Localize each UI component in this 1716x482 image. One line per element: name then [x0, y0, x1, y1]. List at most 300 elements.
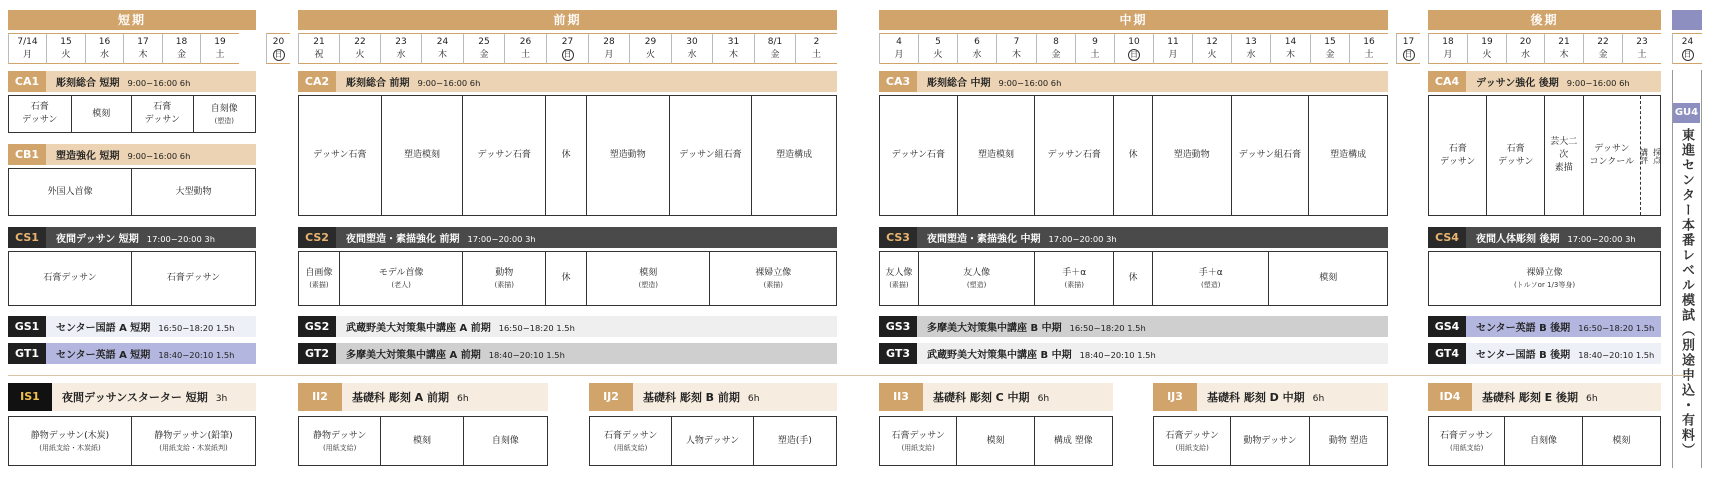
- course-header-gs4: [1428, 316, 1661, 337]
- weekday-label: 月: [894, 50, 904, 60]
- course-title-text: 夜間人体彫刻 後期: [1476, 234, 1560, 245]
- course-title: [46, 230, 215, 245]
- schedule-cell: [957, 417, 1034, 465]
- course-cells-ca3: [879, 95, 1388, 216]
- course-title-text: 多摩美大対策集中講座 B 中期: [927, 323, 1062, 334]
- date-cell: [1396, 33, 1420, 64]
- weekday-label: 火: [355, 50, 365, 60]
- date-cell: [588, 33, 629, 64]
- cell-note: (用紙支給): [901, 443, 935, 452]
- weekday-label: 土: [520, 50, 530, 60]
- weekday-label: 金: [176, 50, 186, 60]
- schedule-cell: [590, 417, 672, 465]
- course-cells-cs2: [298, 251, 837, 306]
- date-number: 21: [1558, 37, 1570, 47]
- schedule-cell: [1035, 96, 1114, 215]
- cell-note: (素描): [309, 281, 329, 289]
- date-cell: [1192, 33, 1231, 64]
- course-title-text: センター英語 B 後期: [1476, 323, 1571, 334]
- schedule-cell: [672, 417, 753, 465]
- course-title: [923, 389, 1049, 405]
- course-time: 6h: [1037, 393, 1050, 404]
- date-number: 10: [1128, 37, 1140, 47]
- cell-text: 素描: [1554, 163, 1573, 173]
- date-cell: [339, 33, 380, 64]
- date-cell: [1036, 33, 1075, 64]
- date-number: 16: [98, 37, 111, 47]
- schedule-cell: [754, 417, 836, 465]
- cell-text: モデル首像: [378, 268, 424, 278]
- course-cells-cs4: [1428, 251, 1661, 306]
- weekday-label: 祝: [314, 50, 324, 60]
- schedule-cell: [132, 252, 255, 305]
- gu-period-bar: [1672, 10, 1702, 30]
- section-divider: [8, 375, 1690, 376]
- course-title-text: 基礎科 彫刻 B 前期: [643, 391, 740, 404]
- course-code: GT4: [1428, 343, 1466, 364]
- course-header-cs2: [298, 227, 837, 248]
- course-title: [46, 74, 190, 89]
- schedule-cell: [1154, 417, 1231, 465]
- date-number: 28: [603, 37, 615, 47]
- course-header-ii3: [879, 383, 1113, 411]
- date-cell: [200, 33, 239, 64]
- cell-text: 大型動物: [175, 186, 212, 197]
- date-cell: [996, 33, 1036, 64]
- schedule-cell: [1310, 417, 1387, 465]
- course-title: [1466, 346, 1654, 361]
- course-title-text: 武蔵野美大対策集中講座 A 前期: [346, 323, 491, 334]
- course-header-gt2: [298, 343, 837, 364]
- cell-note: (トルソor 1/3等身): [1513, 281, 1576, 289]
- course-title: [46, 147, 190, 162]
- course-title-text: 彫刻総合 中期: [927, 78, 991, 89]
- schedule-cell: [1269, 252, 1387, 305]
- date-number: 2: [813, 37, 820, 47]
- course-code: GT3: [879, 343, 917, 364]
- course-cells-cb1: [8, 168, 256, 216]
- course-title: [917, 319, 1146, 334]
- course-time: 9:00−16:00 6h: [127, 78, 191, 88]
- date-number: 19: [214, 37, 226, 47]
- cell-text: 採点: [1652, 147, 1662, 164]
- course-cells-cs3: [879, 251, 1388, 306]
- schedule-cell: [1231, 417, 1309, 465]
- date-cell: [671, 33, 712, 64]
- cell-text: 石膏デッサン: [891, 430, 945, 441]
- gu4-code: GU4: [1673, 103, 1700, 123]
- cell-note: (塑造): [1200, 281, 1221, 289]
- cell-note: (用紙支給): [1175, 443, 1209, 452]
- weekday-label: 木: [138, 50, 148, 60]
- cell-note: (塑造): [638, 281, 658, 289]
- course-cells-ii3: [879, 416, 1113, 466]
- course-cells-is1: [8, 416, 256, 466]
- cell-text: 友人像: [885, 268, 913, 278]
- course-time: 6h: [1312, 393, 1325, 404]
- cell-text: 講評: [1639, 147, 1649, 164]
- course-title-text: デッサン強化 後期: [1476, 78, 1559, 89]
- cell-text: 友人像: [963, 268, 991, 278]
- course-title-text: 夜間塑造・素描強化 前期: [346, 234, 460, 245]
- date-cell: [8, 33, 46, 64]
- schedule-cell: [1232, 96, 1310, 215]
- cell-text: 塑造構成: [776, 150, 813, 160]
- weekday-label: 日: [1683, 50, 1692, 59]
- weekday-label: 金: [479, 50, 489, 60]
- course-title-text: 夜間デッサンスターター 短期: [62, 391, 208, 404]
- course-title-text: 夜間塑造・素描強化 中期: [927, 234, 1041, 245]
- period-bar: 後期: [1428, 10, 1661, 30]
- course-cells-cs1: [8, 251, 256, 306]
- cell-text: 塑造構成: [1330, 150, 1367, 160]
- course-title: [46, 346, 234, 361]
- course-title-text: 彫刻総合 短期: [56, 78, 120, 89]
- course-cells-ca4: [1428, 95, 1661, 216]
- cell-text: デッサン石膏: [891, 150, 946, 160]
- date-number: 18: [175, 37, 188, 47]
- course-cells-id4: [1428, 416, 1661, 466]
- schedule-cell: [670, 96, 753, 215]
- cell-text: デッサン石膏: [1047, 150, 1101, 160]
- date-cell: [1270, 33, 1310, 64]
- course-time: 6h: [747, 393, 760, 404]
- course-code: CA2: [298, 71, 336, 92]
- course-title: [633, 389, 760, 405]
- course-header-is1: [8, 383, 256, 411]
- course-time: 18:40−20:10 1.5h: [1079, 350, 1156, 360]
- schedule-cell: [710, 252, 836, 305]
- cell-text: 模刻: [639, 268, 658, 278]
- cell-text: 手＋α: [1062, 268, 1087, 278]
- date-number: 5: [935, 37, 941, 47]
- course-cells-ca2: [298, 95, 837, 216]
- date-cell: [918, 33, 957, 64]
- course-time: 6h: [1586, 393, 1598, 404]
- course-title-text: 基礎科 彫刻 A 前期: [352, 391, 450, 404]
- date-number: 18: [1442, 37, 1454, 47]
- course-cells-ca1: [8, 95, 256, 133]
- date-number: 17: [1402, 37, 1415, 47]
- date-number: 7: [1013, 37, 1020, 47]
- course-time: 9:00−16:00 6h: [127, 151, 191, 161]
- cell-note: (老人): [391, 281, 411, 289]
- course-header-gs2: [298, 316, 837, 337]
- schedule-cell: [132, 169, 255, 215]
- date-cell: [1583, 33, 1622, 64]
- schedule-cell: [72, 96, 133, 132]
- date-cell: [1310, 33, 1349, 64]
- cell-text: デッサン石膏: [313, 150, 367, 160]
- course-header-ca4: [1428, 71, 1661, 92]
- course-cells-ij3: [1153, 416, 1388, 466]
- cell-text: 休: [561, 273, 571, 283]
- course-header-gs1: [8, 316, 256, 337]
- schedule-cell: [1429, 96, 1487, 215]
- date-number: 23: [395, 37, 407, 47]
- course-time: 16:50−18:20 1.5h: [498, 323, 575, 333]
- cell-text: 自刻像: [491, 435, 519, 446]
- course-title: [46, 319, 234, 334]
- cell-text: 模刻: [1319, 273, 1338, 283]
- schedule-cell: [464, 417, 547, 465]
- weekday-label: 日: [563, 50, 572, 59]
- schedule-cell: [1583, 417, 1660, 465]
- course-time: 17:00−20:00 3h: [146, 234, 215, 244]
- date-cell: [546, 33, 588, 64]
- course-title-text: 夜間デッサン 短期: [56, 234, 139, 245]
- cell-text: 外国人首像: [47, 186, 93, 197]
- cell-note: (素描): [763, 281, 783, 289]
- cell-text: 動物デッサン: [1243, 435, 1297, 446]
- date-cell: [46, 33, 85, 64]
- course-time: 18:40−20:10 1.5h: [158, 350, 235, 360]
- date-number: 19: [1481, 37, 1493, 47]
- course-header-cs4: [1428, 227, 1661, 248]
- course-code: GS2: [298, 316, 336, 337]
- date-number: 9: [1092, 37, 1098, 47]
- weekday-label: 火: [61, 50, 71, 60]
- course-code: IJ3: [1153, 383, 1197, 411]
- course-time: 9:00−16:00 6h: [417, 78, 481, 88]
- cell-note: (塑造): [214, 116, 234, 125]
- schedule-cell: [463, 96, 546, 215]
- weekday-label: 土: [1090, 50, 1100, 60]
- date-cell: [421, 33, 463, 64]
- weekday-label: 木: [1285, 50, 1295, 60]
- course-title: [52, 389, 227, 405]
- course-header-gt4: [1428, 343, 1661, 364]
- cell-text: 石膏: [1506, 143, 1525, 154]
- schedule-cell: [382, 96, 464, 215]
- course-code: GT2: [298, 343, 336, 364]
- course-title: [1466, 319, 1654, 334]
- cell-text: 塑造模刻: [978, 150, 1015, 160]
- date-cell: [957, 33, 996, 64]
- date-number: 26: [519, 37, 532, 47]
- weekday-label: 木: [1011, 50, 1021, 60]
- date-cell: [712, 33, 754, 64]
- weekday-label: 日: [1130, 50, 1138, 59]
- weekday-label: 火: [1482, 50, 1492, 60]
- date-cell: [1544, 33, 1583, 64]
- schedule-cell: [752, 96, 836, 215]
- date-cell: [266, 33, 290, 64]
- date-number: 22: [354, 37, 366, 47]
- course-time: 9:00−16:00 6h: [998, 78, 1062, 88]
- cell-text: 人物デッサン: [685, 435, 740, 446]
- cell-text: 石膏デッサン: [43, 273, 97, 283]
- period-bar: 短期: [8, 10, 256, 30]
- date-cell: [1153, 33, 1192, 64]
- schedule-cell: [132, 96, 194, 132]
- cell-text: 裸婦立像: [1526, 268, 1563, 278]
- date-cell: [162, 33, 200, 64]
- course-title: [342, 389, 469, 405]
- course-title: [917, 74, 1061, 89]
- schedule-cell: [299, 252, 340, 305]
- weekday-label: 木: [1559, 50, 1569, 60]
- schedule-cell: [880, 417, 957, 465]
- cell-text: 模刻: [92, 108, 111, 119]
- weekday-label: 月: [22, 50, 32, 60]
- course-title: [336, 230, 536, 245]
- date-number: 7/14: [17, 37, 38, 47]
- schedule-cell: [1309, 96, 1387, 215]
- course-title: [917, 230, 1117, 245]
- date-cell: [754, 33, 795, 64]
- weekday-label: 木: [437, 50, 447, 60]
- weekday-label: 木: [728, 50, 738, 60]
- schedule-cell: [9, 96, 72, 132]
- cell-text: 石膏: [30, 102, 49, 112]
- schedule-cell: [880, 252, 919, 305]
- cell-text: 模刻: [1612, 435, 1631, 446]
- weekday-label: 土: [215, 50, 225, 60]
- date-cell: [1467, 33, 1506, 64]
- course-title: [917, 346, 1156, 361]
- course-header-ij2: [589, 383, 837, 411]
- date-number: 4: [896, 37, 902, 47]
- schedule-cell: [1153, 96, 1232, 215]
- course-header-cb1: [8, 144, 256, 165]
- weekday-label: 水: [972, 50, 982, 60]
- course-title: [1466, 74, 1630, 89]
- schedule-cell: [1487, 96, 1544, 215]
- schedule-cell: [463, 252, 546, 305]
- cell-text: 塑造(手): [777, 435, 812, 446]
- date-cell: [1075, 33, 1114, 64]
- cell-text: 動物 塑造: [1328, 435, 1368, 446]
- schedule-cell: [340, 252, 464, 305]
- date-cell: [879, 33, 918, 64]
- cell-text: 構成 塑像: [1053, 435, 1093, 446]
- cell-text: 石膏: [153, 102, 172, 112]
- schedule-cell: [1545, 96, 1584, 215]
- weekday-label: 日: [274, 50, 283, 59]
- weekday-label: 水: [99, 50, 109, 60]
- weekday-label: 火: [645, 50, 655, 60]
- cell-text: デッサン組石膏: [1238, 150, 1302, 160]
- cell-note: (用紙支給): [613, 443, 648, 452]
- schedule-cell: [194, 96, 256, 132]
- cell-text: 石膏デッサン: [603, 430, 658, 441]
- date-number: 31: [727, 37, 740, 47]
- course-header-gs3: [879, 316, 1388, 337]
- course-code: GS3: [879, 316, 917, 337]
- date-number: 24: [1681, 37, 1694, 47]
- course-code: IJ2: [589, 383, 633, 411]
- course-time: 16:50−18:20 1.5h: [158, 323, 235, 333]
- course-code: GS4: [1428, 316, 1466, 337]
- course-time: 18:40−20:10 1.5h: [1578, 350, 1655, 360]
- course-title-text: 彫刻総合 前期: [346, 78, 410, 89]
- cell-text: 休: [561, 150, 571, 160]
- cell-note: (用紙支給・木炭紙): [39, 443, 101, 452]
- date-number: 13: [1245, 37, 1257, 47]
- course-time: 17:00−20:00 3h: [467, 234, 536, 244]
- cell-text: 自画像: [305, 268, 333, 278]
- date-cell: [123, 33, 162, 64]
- schedule-cell: [9, 169, 132, 215]
- course-time: 16:50−18:20 1.5h: [1578, 323, 1655, 333]
- date-number: 20: [272, 37, 285, 47]
- date-number: 15: [60, 37, 72, 47]
- weekday-label: 火: [933, 50, 943, 60]
- date-number: 23: [1636, 37, 1648, 47]
- cell-note: (素描): [889, 281, 909, 289]
- date-number: 20: [1519, 37, 1532, 47]
- schedule-cell: [299, 96, 382, 215]
- course-code: CS3: [879, 227, 917, 248]
- course-code: ID4: [1428, 383, 1472, 411]
- course-title-text: 多摩美大対策集中講座 A 前期: [346, 350, 481, 361]
- course-title: [336, 346, 565, 361]
- schedule-cell: [1114, 252, 1153, 305]
- cell-text: デッサン組石膏: [679, 150, 742, 160]
- cell-text: デッサン石膏: [477, 150, 531, 160]
- date-cell: [795, 33, 837, 64]
- cell-note: (素描): [1064, 281, 1084, 289]
- course-time: 18:40−20:10 1.5h: [488, 350, 565, 360]
- schedule-cell: [9, 252, 132, 305]
- course-time: 17:00−20:00 3h: [1567, 234, 1636, 244]
- course-header-ca2: [298, 71, 837, 92]
- course-title: [1197, 389, 1324, 405]
- date-number: 25: [478, 37, 490, 47]
- course-time: 17:00−20:00 3h: [1048, 234, 1117, 244]
- weekday-label: 土: [1364, 50, 1374, 60]
- course-header-id4: [1428, 383, 1661, 411]
- course-title-text: 塑造強化 短期: [56, 151, 120, 162]
- schedule-cell: [9, 417, 132, 465]
- course-code: IS1: [8, 383, 52, 411]
- weekday-label: 金: [1051, 50, 1061, 60]
- date-number: 24: [436, 37, 449, 47]
- course-code: CS2: [298, 227, 336, 248]
- course-cells-ij2: [589, 416, 837, 466]
- schedule-cell: [1035, 252, 1114, 305]
- weekday-label: 金: [1598, 50, 1608, 60]
- weekday-label: 土: [811, 50, 821, 60]
- cell-note: (用紙支給): [322, 443, 357, 452]
- cell-text: デッサン: [144, 115, 180, 125]
- course-title-text: センター国語 B 後期: [1476, 350, 1571, 361]
- course-time: 9:00−16:00 6h: [1566, 78, 1630, 88]
- period-bar: 前期: [298, 10, 837, 30]
- cell-text: 塑造動物: [609, 150, 646, 160]
- course-cells-ii2: [298, 416, 548, 466]
- course-title: [336, 74, 480, 89]
- cell-text: 石膏デッサン: [1439, 430, 1494, 441]
- period-bar: 中期: [879, 10, 1388, 30]
- date-cell: [380, 33, 421, 64]
- cell-text: 塑造模刻: [404, 150, 441, 160]
- course-code: II2: [298, 383, 342, 411]
- course-title-text: センター国語 A 短期: [56, 323, 151, 334]
- course-code: II3: [879, 383, 923, 411]
- date-cell: [1428, 33, 1467, 64]
- cell-text: 裸婦立像: [755, 268, 792, 278]
- cell-text: 模刻: [986, 435, 1005, 446]
- schedule-cell: [1505, 417, 1582, 465]
- schedule-cell: [919, 252, 1036, 305]
- date-number: 21: [313, 37, 325, 47]
- date-number: 29: [644, 37, 657, 47]
- weekday-label: 火: [1207, 50, 1217, 60]
- course-header-gt3: [879, 343, 1388, 364]
- cell-text: デッサン: [1594, 143, 1630, 154]
